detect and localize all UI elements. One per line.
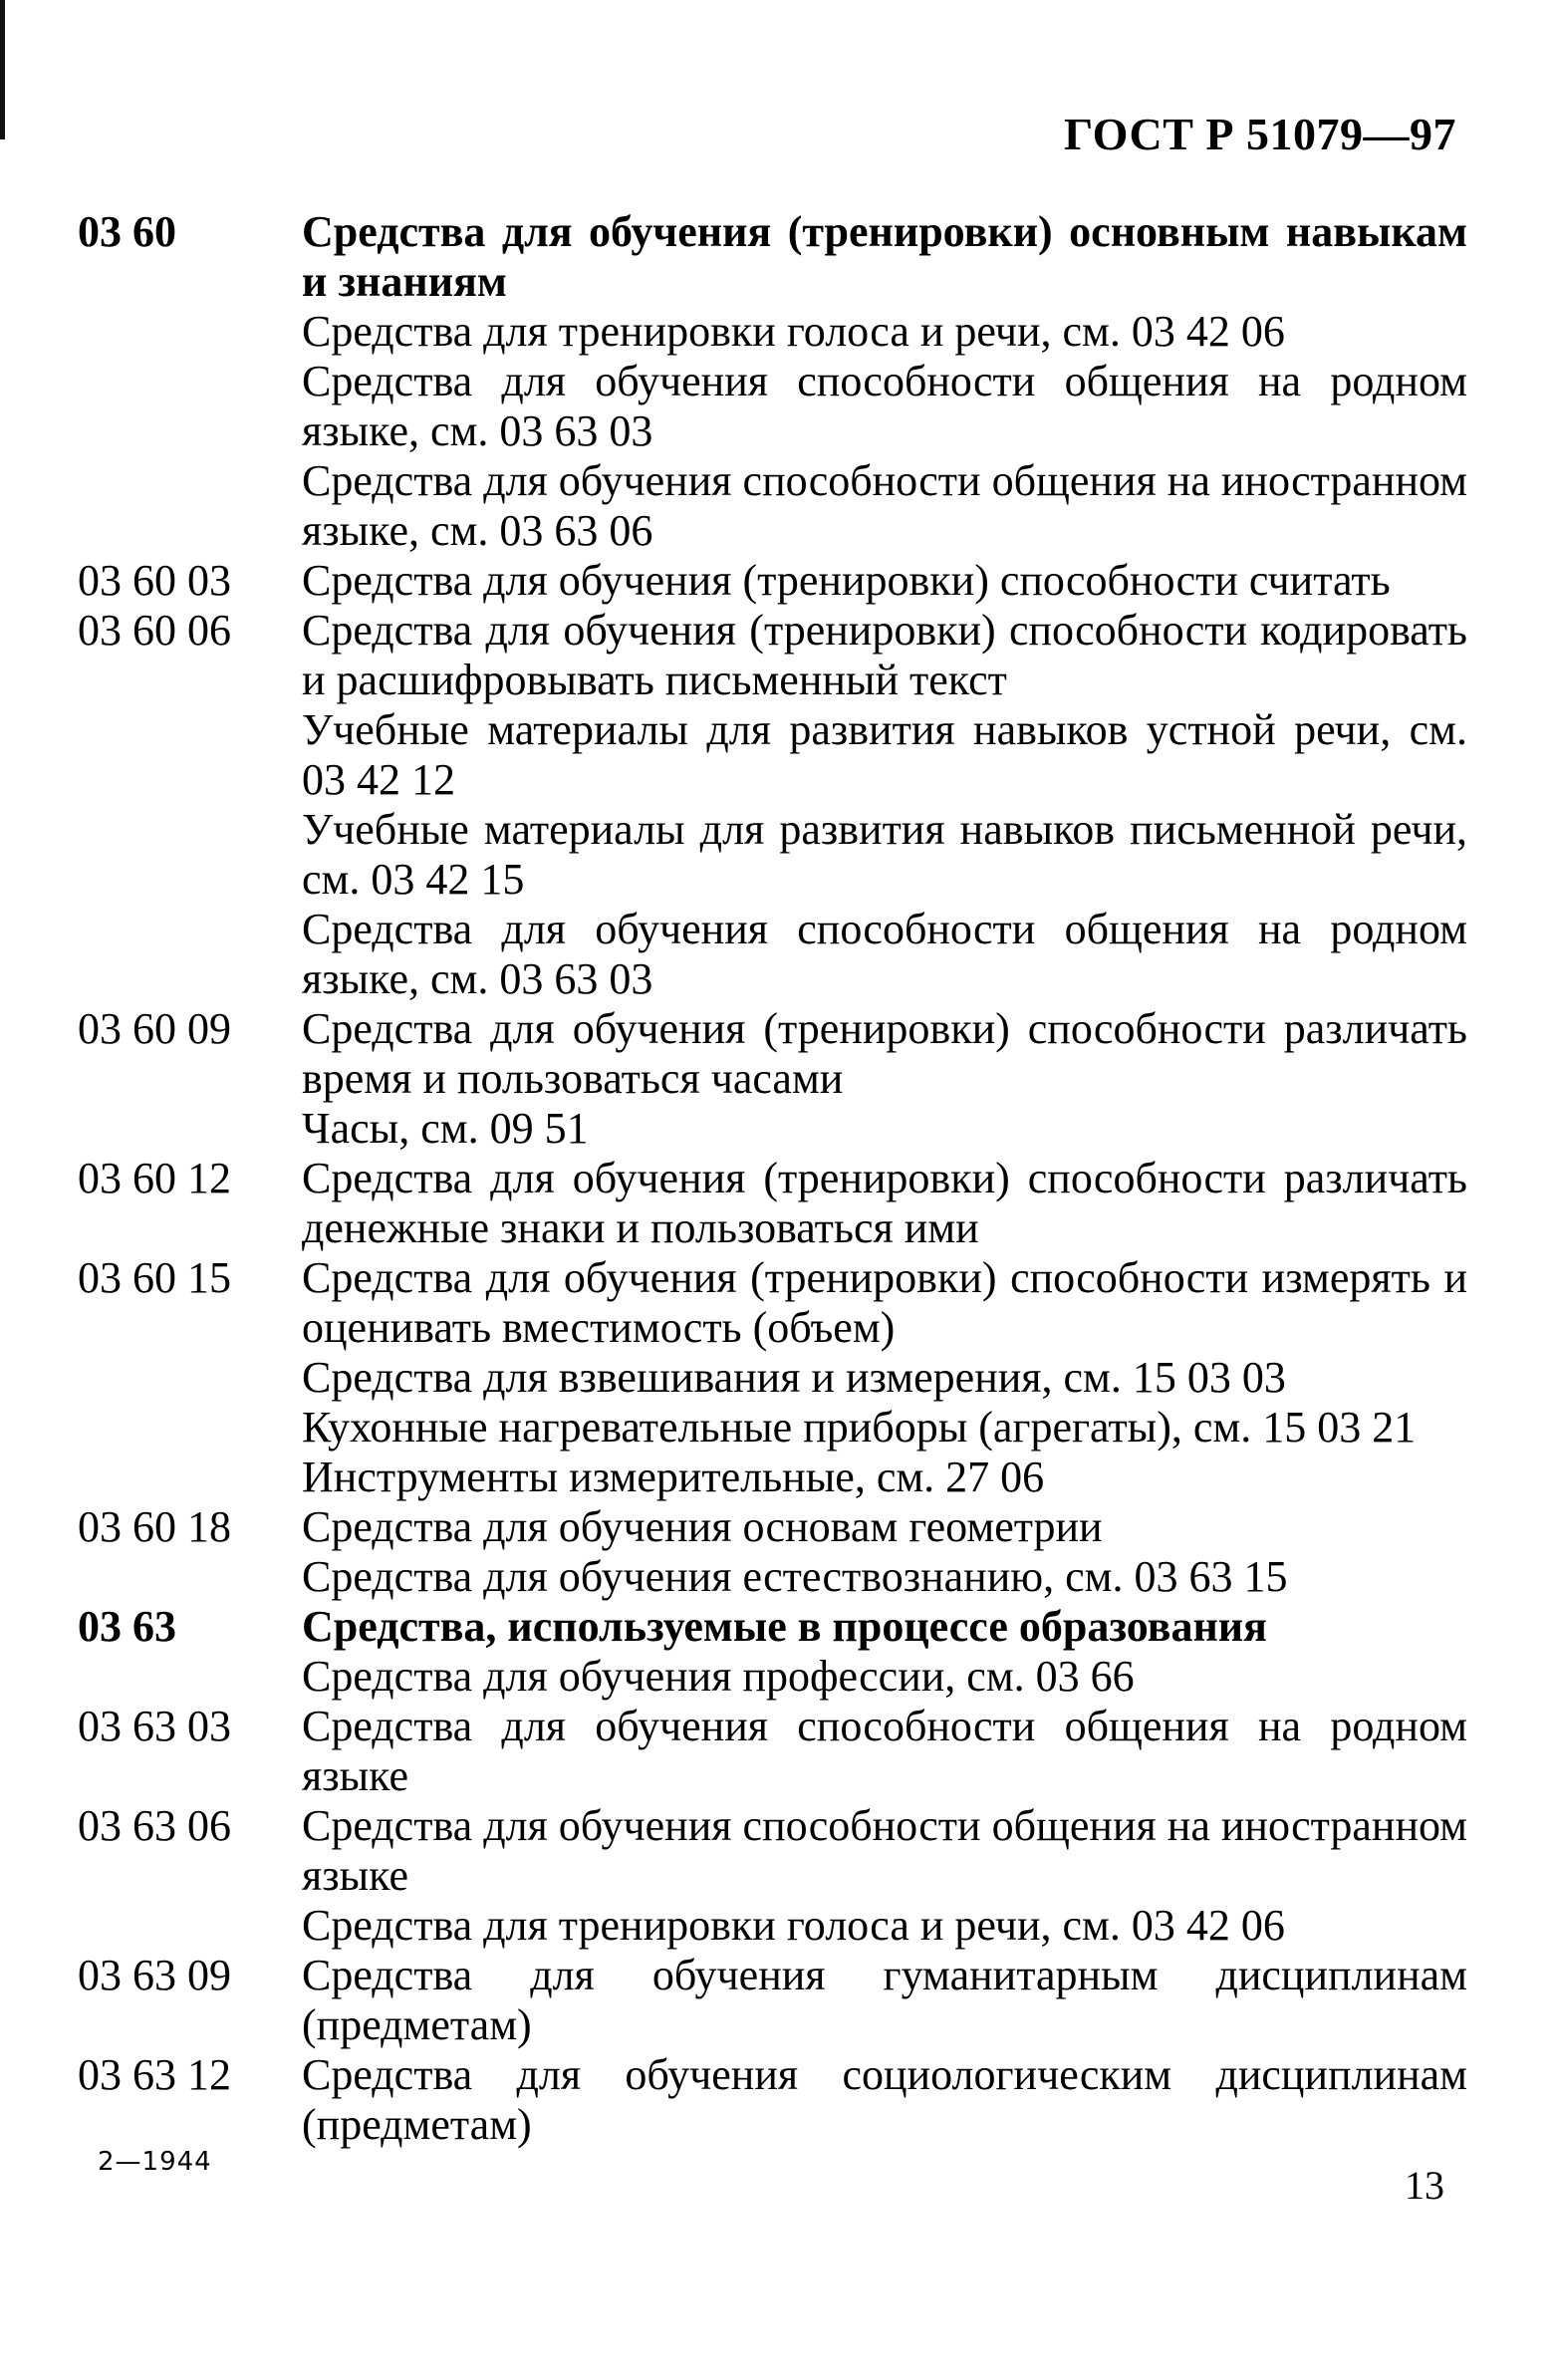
classification-list bbox=[78, 207, 1467, 2150]
entry-description: Средства для обучения способности общения на родном языке bbox=[302, 1702, 1467, 1800]
entry-code: 03 60 09 bbox=[78, 1004, 231, 1053]
entry-texts bbox=[292, 1702, 1467, 1801]
classification-entry bbox=[78, 1702, 1467, 1801]
classification-entry bbox=[78, 1951, 1467, 2050]
classification-entry bbox=[78, 1154, 1467, 1253]
entry-description: Средства для обучения социологическим дисциплинам (предметам) bbox=[302, 2050, 1467, 2149]
classification-entry bbox=[78, 207, 1467, 556]
entry-texts bbox=[292, 556, 1467, 606]
classification-entry bbox=[78, 606, 1467, 1004]
entry-description: Средства для обучения способности общения на иностранном языке bbox=[302, 1801, 1467, 1900]
classification-entry bbox=[78, 1602, 1467, 1702]
entry-heading: Средства, используемые в процессе образования bbox=[302, 1602, 1267, 1651]
cross-reference: Средства для тренировки голоса и речи, см. 03 42 06 bbox=[302, 1901, 1285, 1950]
entry-texts bbox=[292, 1801, 1467, 1951]
classification-entry bbox=[78, 556, 1467, 606]
classification-entry bbox=[78, 1502, 1467, 1602]
entry-texts bbox=[292, 2050, 1467, 2150]
entry-texts bbox=[292, 1951, 1467, 2050]
scan-edge-line bbox=[0, 0, 5, 139]
entry-code: 03 63 12 bbox=[78, 2050, 231, 2099]
entry-texts bbox=[292, 1154, 1467, 1253]
entry-code: 03 63 09 bbox=[78, 1951, 231, 1999]
entry-description: Средства для обучения гуманитарным дисциплинам (предметам) bbox=[302, 1951, 1467, 2049]
entry-code: 03 60 03 bbox=[78, 556, 231, 605]
entry-description: Средства для обучения (тренировки) способности различать денежные знаки и пользоваться ими bbox=[302, 1154, 1467, 1252]
cross-reference: Кухонные нагревательные приборы (агрегаты), см. 15 03 21 bbox=[302, 1403, 1417, 1452]
entry-code: 03 63 06 bbox=[78, 1801, 231, 1850]
cross-reference: Часы, см. 09 51 bbox=[302, 1104, 589, 1153]
cross-reference: Инструменты измерительные, см. 27 06 bbox=[302, 1453, 1045, 1501]
cross-reference: Средства для обучения профессии, см. 03 66 bbox=[302, 1652, 1135, 1701]
entry-code: 03 60 12 bbox=[78, 1154, 231, 1202]
entry-texts bbox=[292, 1602, 1467, 1702]
entry-texts bbox=[292, 1502, 1467, 1602]
entry-code: 03 60 15 bbox=[78, 1253, 231, 1302]
entry-heading: Средства для обучения (тренировки) основным навыкам и знаниям bbox=[302, 207, 1467, 306]
cross-reference: Средства для тренировки голоса и речи, см. 03 42 06 bbox=[302, 307, 1285, 356]
entry-description: Средства для обучения основам геометрии bbox=[302, 1502, 1103, 1551]
entry-description: Средства для обучения (тренировки) способности считать bbox=[302, 556, 1391, 605]
cross-reference: Средства для взвешивания и измерения, см. 15 03 03 bbox=[302, 1353, 1286, 1402]
entry-code: 03 60 bbox=[78, 207, 176, 256]
cross-reference: Средства для обучения способности общения на иностранном языке, см. 03 63 06 bbox=[302, 456, 1467, 555]
classification-entry bbox=[78, 2050, 1467, 2150]
entry-texts bbox=[292, 606, 1467, 1004]
entry-texts bbox=[292, 1004, 1467, 1154]
entry-texts bbox=[292, 1253, 1467, 1502]
standard-designation: ГОСТ Р 51079—97 bbox=[1064, 109, 1456, 159]
cross-reference: Учебные материалы для развития навыков устной речи, см. 03 42 12 bbox=[302, 705, 1467, 804]
classification-entry bbox=[78, 1004, 1467, 1154]
entry-code: 03 63 bbox=[78, 1602, 176, 1651]
cross-reference: Средства для обучения способности общения на родном языке, см. 03 63 03 bbox=[302, 905, 1467, 1003]
cross-reference: Учебные материалы для развития навыков письменной речи, см. 03 42 15 bbox=[302, 805, 1467, 904]
classification-entry bbox=[78, 1801, 1467, 1951]
entry-code: 03 60 06 bbox=[78, 606, 231, 655]
cross-reference: Средства для обучения способности общения на родном языке, см. 03 63 03 bbox=[302, 357, 1467, 455]
print-mark: 2—1944 bbox=[98, 2147, 212, 2177]
entry-texts bbox=[292, 207, 1467, 556]
entry-description: Средства для обучения (тренировки) способности кодировать и расшифровывать письменный текст bbox=[302, 606, 1467, 704]
entry-description: Средства для обучения (тренировки) способности различать время и пользоваться часами bbox=[302, 1004, 1467, 1103]
entry-code: 03 60 18 bbox=[78, 1502, 231, 1551]
cross-reference: Средства для обучения естествознанию, см. 03 63 15 bbox=[302, 1552, 1288, 1601]
entry-code: 03 63 03 bbox=[78, 1702, 231, 1750]
page-number: 13 bbox=[1405, 2163, 1444, 2208]
entry-description: Средства для обучения (тренировки) способности измерять и оценивать вместимость (объем) bbox=[302, 1253, 1467, 1352]
classification-entry bbox=[78, 1253, 1467, 1502]
